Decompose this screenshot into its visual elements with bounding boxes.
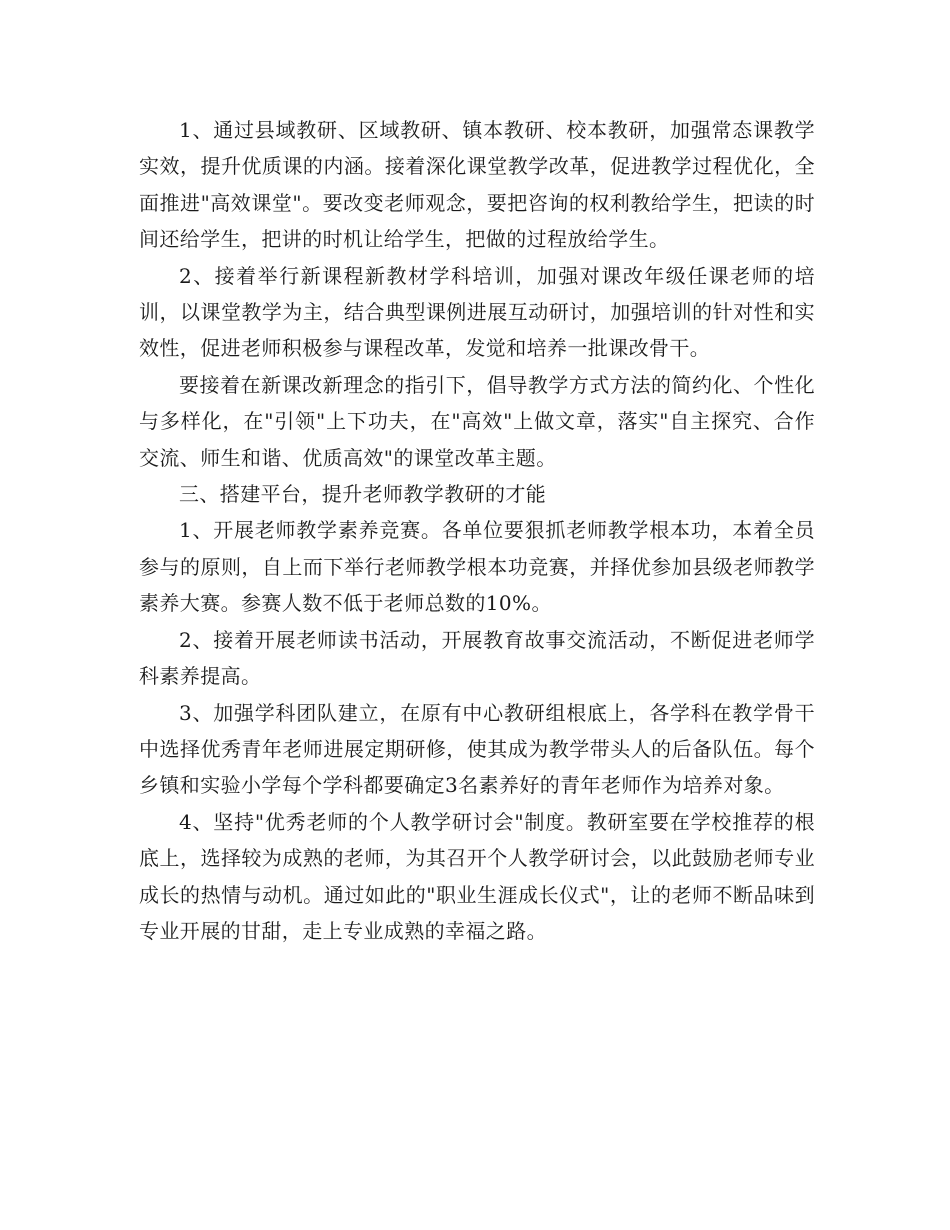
paragraph-4: 1、开展老师教学素养竞赛。各单位要狠抓老师教学根本功，本着全员参与的原则，自上而下举行老师教学根本功竞赛，并择优参加县级老师教学素养大赛。参赛人数不低于老师总数的10%。 <box>139 518 815 616</box>
document-body <box>139 112 815 949</box>
paragraph-1: 1、通过县域教研、区域教研、镇本教研、校本教研，加强常态课教学实效，提升优质课的内涵。接着深化课堂教学改革，促进教学过程优化，全面推进"高效课堂"。要改变老师观念，要把咨询的权利教给学生，把读的时间还给学生，把讲的时机让给学生，把做的过程放给学生。 <box>139 118 815 252</box>
paragraph-2: 2、接着举行新课程新教材学科培训，加强对课改年级任课老师的培训，以课堂教学为主，结合典型课例进展互动研讨，加强培训的针对性和实效性，促进老师积极参与课程改革，发觉和培养一批课改骨干。 <box>139 263 815 361</box>
paragraph-5: 2、接着开展老师读书活动，开展教育故事交流活动，不断促进老师学科素养提高。 <box>139 627 815 689</box>
paragraph-3: 要接着在新课改新理念的指引下，倡导教学方式方法的简约化、个性化与多样化，在"引领"上下功夫，在"高效"上做文章，落实"自主探究、合作交流、师生和谐、优质高效"的课堂改革主题。 <box>139 372 815 470</box>
paragraph-6: 3、加强学科团队建立，在原有中心教研组根底上，各学科在教学骨干中选择优秀青年老师进展定期研修，使其成为教学带头人的后备队伍。每个乡镇和实验小学每个学科都要确定3名素养好的青年老师作为培养对象。 <box>139 700 815 798</box>
section-heading: 三、搭建平台，提升老师教学教研的才能 <box>179 482 547 507</box>
paragraph-7: 4、坚持"优秀老师的个人教学研讨会"制度。教研室要在学校推荐的根底上，选择较为成熟的老师，为其召开个人教学研讨会，以此鼓励老师专业成长的热情与动机。通过如此的"职业生涯成长仪式"，让的老师不断品味到专业开展的甘甜，走上专业成熟的幸福之路。 <box>139 809 815 943</box>
